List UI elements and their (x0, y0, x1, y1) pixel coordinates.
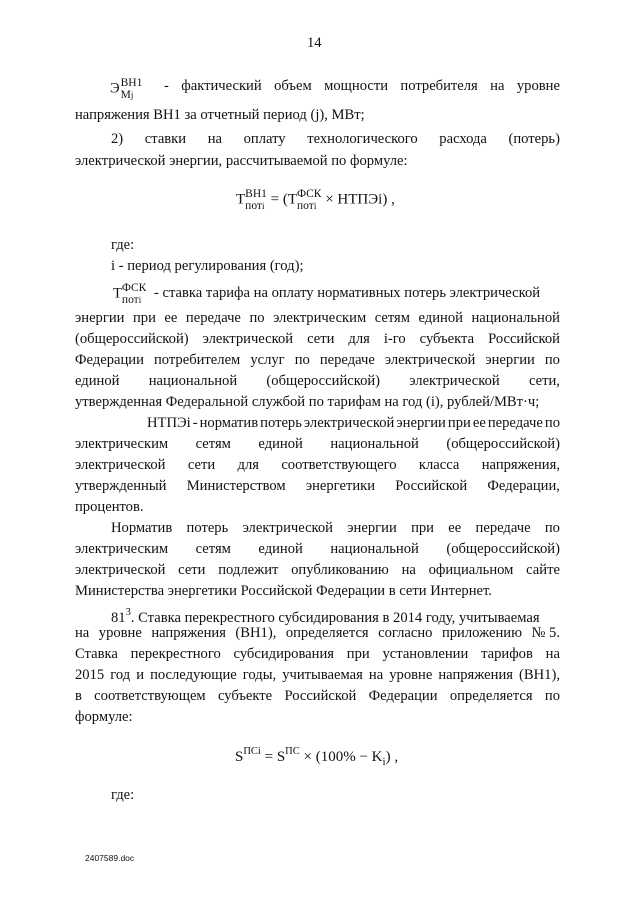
formula-cross-subsidy: $S^{ПСi} = S^{ПС} \times (100\% - K_i)$ , (235, 746, 399, 768)
ntp-definition-line1 (147, 414, 560, 433)
page-number: 14 (307, 35, 322, 51)
word: электрической (384, 352, 476, 368)
paragraph-81-line (75, 645, 560, 664)
word: при (447, 415, 471, 431)
word: (общероссийской) (75, 331, 189, 347)
word: единой (75, 373, 120, 389)
t-fsk-definition-line1: Т ФСК потi - ставка тарифа на оплату нормативных потерь электрической (113, 282, 541, 306)
word: 2015 (75, 667, 105, 683)
word: на (545, 646, 560, 662)
item-2-line2: электрической энергии, рассчитываемой по формуле: (75, 153, 408, 169)
word: расхода (439, 131, 487, 147)
word: последующие (150, 667, 237, 683)
word: объем (274, 78, 312, 94)
word: при (132, 310, 156, 326)
word: ее (164, 310, 178, 326)
word: субъекте (217, 688, 273, 704)
word: национальной (330, 541, 419, 557)
word: энергии (347, 520, 397, 536)
where-label-1: где: (111, 237, 135, 253)
word: и (136, 667, 145, 683)
word: сети (307, 331, 335, 347)
word: на (75, 625, 90, 641)
word: электрическим (75, 541, 169, 557)
word: потерь (186, 520, 229, 536)
word: Норматив (111, 520, 173, 536)
item-2-line1 (111, 130, 560, 149)
ntp-definition-line (75, 435, 560, 454)
word: электрической (75, 562, 166, 578)
word: (общероссийской) (266, 373, 381, 389)
word: единой (258, 541, 303, 557)
ntp-definition-line (75, 477, 560, 496)
word: услуг (250, 352, 285, 368)
word: электрической (75, 457, 166, 473)
word: i-го (383, 331, 406, 347)
word: Российской (284, 688, 357, 704)
word: соответствующем (94, 688, 206, 704)
t-fsk-definition-line (75, 372, 560, 391)
word: уровне (98, 625, 142, 641)
word: определяется (449, 688, 533, 704)
word: НТПЭi (147, 415, 191, 431)
word: установлении (382, 646, 469, 662)
i-definition: i - период регулирования (год); (111, 258, 304, 274)
word: электрическим (273, 310, 367, 326)
word: Российской (488, 331, 560, 347)
em-definition-line2: напряжения ВН1 за отчетный период (j), МВт; (75, 107, 365, 123)
word: в (75, 688, 82, 704)
word: единой (258, 436, 303, 452)
word: субъекта (419, 331, 475, 347)
word: мощности (324, 78, 389, 94)
word: энергии (396, 415, 446, 431)
word: потребителя (400, 78, 478, 94)
word: Министерством (186, 478, 286, 494)
word: Федерации, (487, 478, 560, 494)
word: тарифов (481, 646, 533, 662)
word: сети (178, 562, 206, 578)
word: передаче (475, 520, 531, 536)
word: энергии (485, 352, 535, 368)
word: на (490, 78, 505, 94)
paragraph-81-line (75, 624, 560, 643)
word: ставки (144, 131, 187, 147)
word: национальной (330, 436, 419, 452)
word: для (237, 457, 259, 473)
word: электрической (242, 520, 333, 536)
word: энергетики (305, 478, 376, 494)
word: напряжения (438, 667, 513, 683)
word: класса (418, 457, 460, 473)
word: согласно (378, 625, 433, 641)
symbol-em: Э ВН1 Мj (110, 77, 143, 101)
word: электрической (303, 415, 395, 431)
word: подлежит (218, 562, 279, 578)
t-fsk-definition-last: утвержденная Федеральной службой по тарифам на год (i), рублей/МВт·ч; (75, 394, 540, 410)
word: определяется (285, 625, 369, 641)
word: Ставка (75, 646, 118, 662)
word: по (294, 352, 310, 368)
word: субсидирования (233, 646, 334, 662)
word: - (192, 415, 198, 431)
word: единой (418, 310, 463, 326)
file-name-footer: 2407589.doc (85, 853, 135, 863)
word: по (544, 520, 560, 536)
word: технологического (307, 131, 418, 147)
word: 2) (111, 131, 124, 147)
word: потерь (260, 415, 302, 431)
word: (ВН1), (235, 625, 277, 641)
em-definition-line1 (164, 77, 560, 96)
word: национальной (471, 310, 560, 326)
word: по (249, 310, 265, 326)
word: электрической (409, 373, 500, 389)
word: напряжения (151, 625, 226, 641)
t-fsk-definition-line (75, 330, 560, 349)
word: утвержденный (75, 478, 167, 494)
paragraph-81-line1: $81^3$. Ставка перекрестного субсидирования в 2014 году, учитываемая (111, 607, 540, 626)
norm-paragraph-line (75, 540, 560, 559)
word: при (346, 646, 370, 662)
word: на (368, 667, 384, 683)
paragraph-81-line (75, 687, 560, 706)
word: перекрестного (130, 646, 221, 662)
word: (ВН1), (519, 667, 560, 683)
word: норматив (199, 415, 259, 431)
word: Федерации (75, 352, 144, 368)
paragraph-81-last: формуле: (75, 709, 133, 725)
word: передаче (487, 415, 543, 431)
word: для (348, 331, 370, 347)
word: на (401, 562, 416, 578)
word: напряжения, (481, 457, 560, 473)
word: ее (472, 415, 486, 431)
word: передаче (319, 352, 375, 368)
paragraph-81-line (75, 666, 560, 685)
word: ее (448, 520, 462, 536)
word: национальной (148, 373, 238, 389)
word: оплату (243, 131, 286, 147)
word: электрической (202, 331, 294, 347)
where-label-2: где: (111, 787, 135, 803)
word: уровне (516, 78, 560, 94)
word: на (207, 131, 222, 147)
norm-paragraph-last: Министерства энергетики Российской Федерации в сети Интернет. (75, 583, 492, 599)
word: (общероссийской) (446, 541, 560, 557)
norm-paragraph-line1 (111, 519, 560, 538)
word: сетям (195, 436, 231, 452)
word: сети (187, 457, 216, 473)
word: официальном (428, 562, 514, 578)
word: Федерации (368, 688, 438, 704)
word: № 5. (531, 625, 560, 641)
word: годы, (242, 667, 277, 683)
word: (потерь) (508, 131, 560, 147)
word: сети, (528, 373, 560, 389)
word: сайте (526, 562, 560, 578)
word: по (544, 352, 560, 368)
word: сетям (195, 541, 231, 557)
word: энергии (75, 310, 125, 326)
word: передаче (185, 310, 241, 326)
word: электрическим (75, 436, 169, 452)
word: по (544, 415, 560, 431)
word: соответствующего (281, 457, 397, 473)
word: по (544, 688, 560, 704)
ntp-definition-last: процентов. (75, 499, 144, 515)
formula-tariff-loss: Т ВН1 потi = (Т ФСК потi × НТПЭi) , (236, 188, 395, 212)
t-fsk-definition-line (75, 309, 560, 328)
word: Российской (395, 478, 468, 494)
word: - (164, 78, 169, 94)
word: приложению (441, 625, 522, 641)
word: уровне (389, 667, 433, 683)
word: потребителем (153, 352, 241, 368)
ntp-definition-line (75, 456, 560, 475)
word: (общероссийской) (446, 436, 560, 452)
t-fsk-definition-line (75, 351, 560, 370)
word: сетям (374, 310, 410, 326)
word: год (110, 667, 131, 683)
word: фактический (181, 78, 262, 94)
norm-paragraph-line (75, 561, 560, 580)
word: опубликованию (291, 562, 389, 578)
word: при (411, 520, 434, 536)
word: учитываемая (282, 667, 363, 683)
